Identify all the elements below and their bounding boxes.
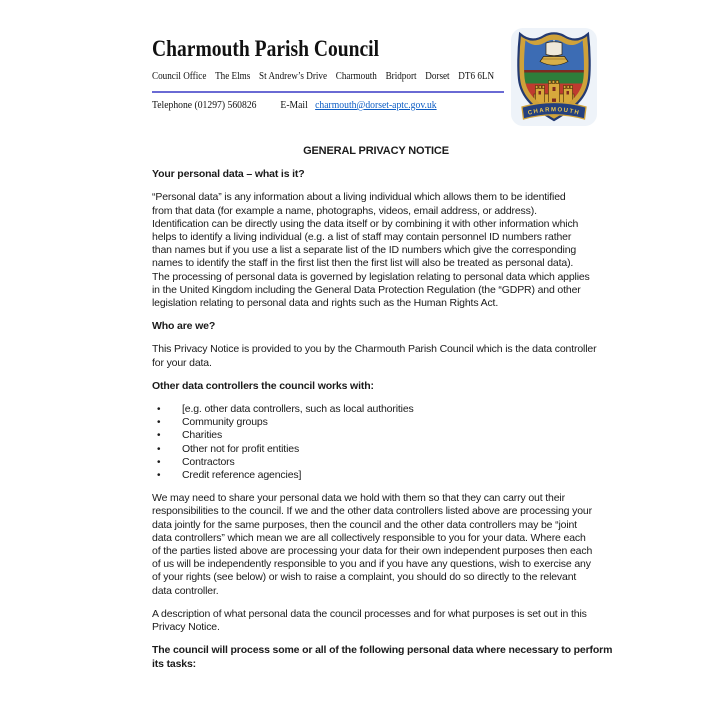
text-line: Identification can be directly using the data itself or by combining it with other information which	[152, 217, 579, 230]
paragraph	[152, 191, 600, 310]
address-item: Dorset	[425, 71, 450, 82]
address-item: St Andrew’s Drive	[259, 71, 328, 82]
email-label: E-Mail	[280, 100, 308, 111]
address-item: Charmouth	[335, 71, 377, 82]
bullet-text: [e.g. other data controllers, such as local authorities	[182, 403, 414, 416]
text-line: for your data.	[152, 356, 212, 369]
text-line: responsibilities to the council. If we and the other data controllers listed above are processing your	[152, 505, 592, 518]
text-line: The council will process some or all of the following personal data where necessary to perform	[152, 644, 613, 657]
paragraph	[152, 608, 600, 634]
email-link[interactable]: charmouth@dorset-aptc.gov.uk	[315, 100, 437, 111]
section-heading	[152, 320, 600, 333]
bullet-item	[152, 443, 600, 456]
bullet-dot-icon: •	[157, 456, 161, 468]
council-crest-icon	[511, 28, 597, 126]
text-line: Who are we?	[152, 320, 216, 333]
bullet-text: Charities	[182, 429, 223, 442]
contact-line	[152, 100, 437, 111]
text-line: legislation relating to personal data and rights such as the Human Rights Act.	[152, 297, 499, 310]
text-line: The processing of personal data is governed by legislation relating to personal data which applies	[152, 270, 590, 283]
text-line: Privacy Notice.	[152, 621, 220, 634]
bullet-item	[152, 403, 600, 416]
section-heading	[152, 380, 600, 393]
text-line: data controllers” which mean we are all collectively responsible to you for your data. Where each	[152, 531, 586, 544]
paragraph	[152, 492, 600, 598]
text-line: from that data (for example a name, photographs, videos, email address, or address).	[152, 204, 537, 217]
bullet-text: Credit reference agencies]	[182, 469, 302, 482]
text-line: in the United Kingdom including the General Data Protection Regulation (the “GDPR) and other	[152, 283, 581, 296]
crest-ribbon-text: CHARMOUTH	[527, 107, 581, 117]
notice-body	[152, 145, 613, 681]
address-item: Council Office	[152, 71, 207, 82]
document-title: GENERAL PRIVACY NOTICE	[303, 145, 449, 157]
text-line: its tasks:	[152, 657, 197, 670]
bullet-text: Community groups	[182, 416, 268, 429]
bullet-text: Other not for profit entities	[182, 442, 300, 455]
text-line: of us will be independently responsible to you and if you have any questions, wish to exercise any	[152, 558, 591, 571]
text-line: Your personal data – what is it?	[152, 168, 305, 181]
bullet-item	[152, 456, 600, 469]
bullet-dot-icon: •	[157, 443, 161, 455]
telephone-text: Telephone (01297) 560826	[152, 100, 257, 111]
text-line: A description of what personal data the council processes and for what purposes is set out in this	[152, 607, 587, 620]
address-item: The Elms	[215, 71, 251, 82]
address-item: Bridport	[385, 71, 417, 82]
org-name: Charmouth Parish Council	[152, 36, 380, 61]
bullet-dot-icon: •	[157, 470, 161, 482]
bullet-list	[152, 403, 600, 482]
paragraph	[152, 343, 600, 369]
address-item: DT6 6LN	[458, 71, 495, 82]
section-heading	[152, 168, 600, 181]
header-divider	[152, 91, 504, 93]
text-line: of the parties listed above are processing your data for their own independent purposes then each	[152, 545, 593, 558]
bullet-item	[152, 469, 600, 482]
text-line: helps to identify a living individual (e.g. a list of staff may contain personnel ID numbers rather	[152, 231, 572, 244]
address-line	[152, 71, 494, 82]
text-line: We may need to share your personal data we hold with them so that they can carry out their	[152, 492, 565, 505]
text-line: data jointly for the same purposes, then the council and the other data controllers may be “joint	[152, 518, 577, 531]
bullet-item	[152, 416, 600, 429]
text-line: data controller.	[152, 584, 219, 597]
section-heading	[152, 644, 613, 670]
text-line: of your rights (see below) or wish to raise a complaint, you should do so directly to the relevant	[152, 571, 577, 584]
text-line: This Privacy Notice is provided to you by the Charmouth Parish Council which is the data controller	[152, 343, 597, 356]
bullet-dot-icon: •	[157, 417, 161, 429]
bullet-dot-icon: •	[157, 404, 161, 416]
text-line: “Personal data” is any information about a living individual which allows them to be identified	[152, 191, 566, 204]
bullet-dot-icon: •	[157, 430, 161, 442]
text-line: than names but if you use a list a separate list of the ID numbers which give the corresponding	[152, 244, 577, 257]
text-line: Other data controllers the council works with:	[152, 379, 374, 392]
document-blocks	[152, 168, 613, 671]
bullet-item	[152, 429, 600, 442]
bullet-text: Contractors	[182, 455, 235, 468]
text-line: names to identify the staff in the first list then the first list will also be treated as personal data).	[152, 257, 574, 270]
